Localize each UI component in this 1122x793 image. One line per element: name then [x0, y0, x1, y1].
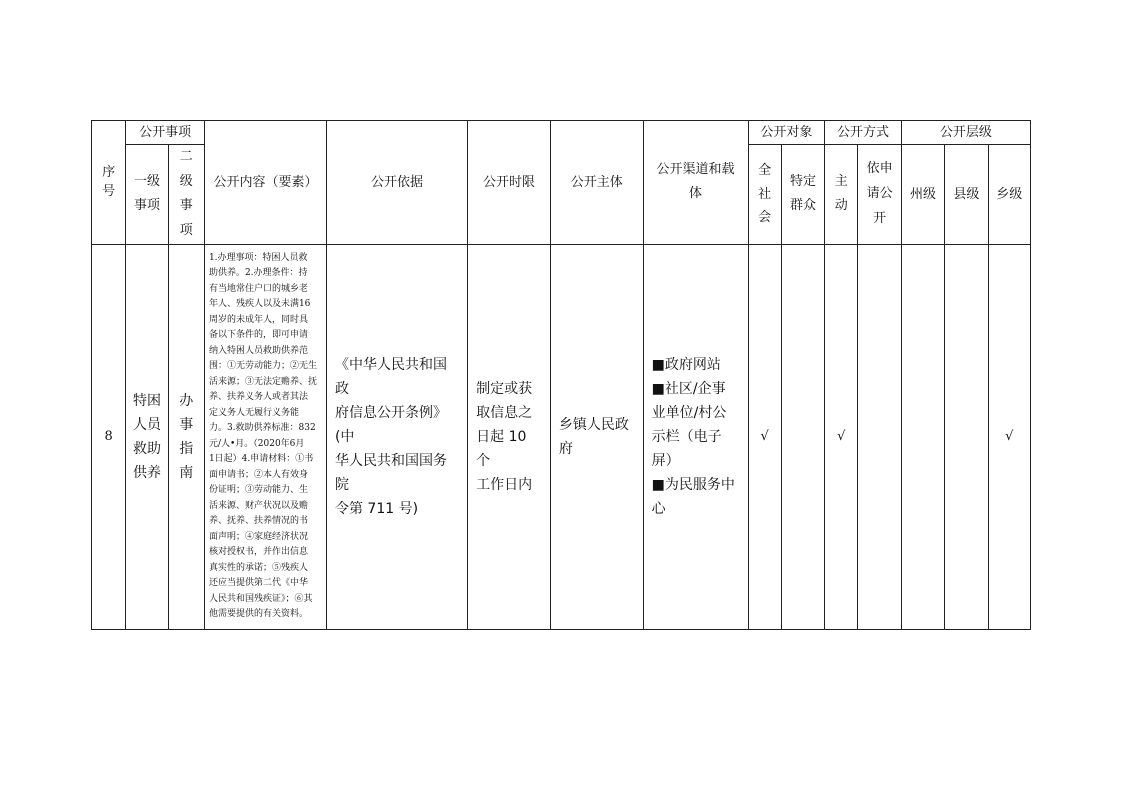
row-basis-line: 令第 711 号): [334, 500, 419, 517]
row-time-limit-line: 取信息之: [476, 404, 533, 421]
row-method-apply-check: [858, 244, 901, 629]
row-content-line: 力。3.救助供养标准：832: [208, 423, 316, 434]
header-level1: 一级事项: [126, 145, 168, 245]
row-seq: 8: [92, 244, 126, 629]
header-method: 公开方式: [825, 121, 902, 145]
row-content-line: 有当地常住户口的城乡老: [208, 283, 308, 294]
row-content-line: 年人、残疾人以及未满16: [208, 299, 311, 310]
header-content: 公开内容（要素）: [204, 121, 326, 245]
row-time-limit-line: 制定或获: [476, 380, 533, 397]
row-channel-line: ■社区/企事: [651, 380, 726, 397]
row-content-line: 纳入特困人员救助供养范: [208, 345, 308, 356]
row-content-line: 周岁的未成年人，同时具: [208, 314, 308, 325]
header-seq: 序号: [92, 121, 126, 245]
header-channel: 公开渠道和载体: [643, 121, 748, 245]
row-content-line: 1.办理事项：特困人员救: [208, 252, 308, 263]
row-audience-specific-check: [781, 244, 824, 629]
header-basis: 公开依据: [326, 121, 467, 245]
header-audience-all: 全社会: [748, 145, 781, 245]
row-basis-line: 府信息公开条例》(中: [334, 404, 447, 445]
row-time-limit-line: 工作日内: [476, 476, 533, 493]
row-content-line: 围：①无劳动能力；②无生: [208, 361, 317, 372]
row-content-line: 真实性的承诺；⑤残疾人: [208, 562, 308, 573]
row-content-line: 核对授权书，并作出信息: [208, 547, 308, 558]
row-channel-line: ■为民服务中: [651, 476, 735, 493]
row-level-state-check: [901, 244, 944, 629]
row-method-active-check: √: [825, 244, 858, 629]
header-subject: 公开主体: [550, 121, 643, 245]
row-channel-line: 示栏（电子屏）: [651, 428, 722, 469]
row-subject-line: 乡镇人民政: [558, 416, 629, 433]
row-content-line: 他需要提供的有关资料。: [208, 609, 308, 620]
row-content-line: 元/人•月。（2020年6月: [208, 438, 305, 449]
table-row: [92, 244, 1031, 629]
row-basis-line: 华人民共和国国务院: [334, 452, 447, 493]
row-channel-line: ■政府网站: [651, 356, 721, 373]
row-channel: [643, 244, 748, 629]
row-audience-all-check: √: [748, 244, 781, 629]
row-content-line: 还应当提供第二代《中华: [208, 578, 308, 589]
row-level-town-check: √: [988, 244, 1030, 629]
row-content-line: 面申请书；②本人有效身: [208, 469, 308, 480]
row-time-limit-line: 日起 10 个: [476, 428, 527, 469]
row-content-line: 助供养。2.办理条件：持: [208, 268, 308, 279]
row-content-line: 活来源、财产状况以及赡: [208, 500, 308, 511]
header-time-limit: 公开时限: [468, 121, 551, 245]
header-level: 公开层级: [901, 121, 1030, 145]
row-level2: 办事指南: [168, 244, 204, 629]
header-level-county: 县级: [945, 145, 988, 245]
row-basis-line: 《中华人民共和国政: [334, 356, 447, 397]
row-level1: 特困人员救助供养: [126, 244, 168, 629]
row-content-line: 养、抚养、扶养情况的书: [208, 516, 308, 527]
row-content-line: 1日起）4.申请材料：①书: [208, 454, 314, 465]
row-channel-line: 心: [651, 500, 666, 517]
header-method-active: 主动: [825, 145, 858, 245]
header-level-town: 乡级: [988, 145, 1030, 245]
row-subject-line: 府: [558, 440, 573, 457]
header-method-apply: 依申请公开: [858, 145, 901, 245]
header-public-item: 公开事项: [126, 121, 205, 145]
header-level2: 二级事项: [168, 145, 204, 245]
row-content-line: 活来源；③无法定赡养、抚: [208, 376, 317, 387]
row-time-limit: [468, 244, 551, 629]
row-content: [204, 244, 326, 629]
row-subject: [550, 244, 643, 629]
row-level-county-check: [945, 244, 988, 629]
header-audience-specific: 特定群众: [781, 145, 824, 245]
row-content-line: 定义务人无履行义务能: [208, 407, 299, 418]
row-content-line: 份证明；③劳动能力、生: [208, 485, 308, 496]
row-channel-line: 业单位/村公: [651, 404, 727, 421]
row-content-line: 养、扶养义务人或者其法: [208, 392, 308, 403]
disclosure-table: [91, 120, 1031, 630]
header-audience: 公开对象: [748, 121, 825, 145]
row-basis: [326, 244, 467, 629]
row-content-line: 备以下条件的，即可申请: [208, 330, 308, 341]
row-content-line: 人民共和国残疾证》；⑥其: [208, 593, 313, 604]
row-content-line: 面声明；④家庭经济状况: [208, 531, 308, 542]
header-level-state: 州级: [901, 145, 944, 245]
